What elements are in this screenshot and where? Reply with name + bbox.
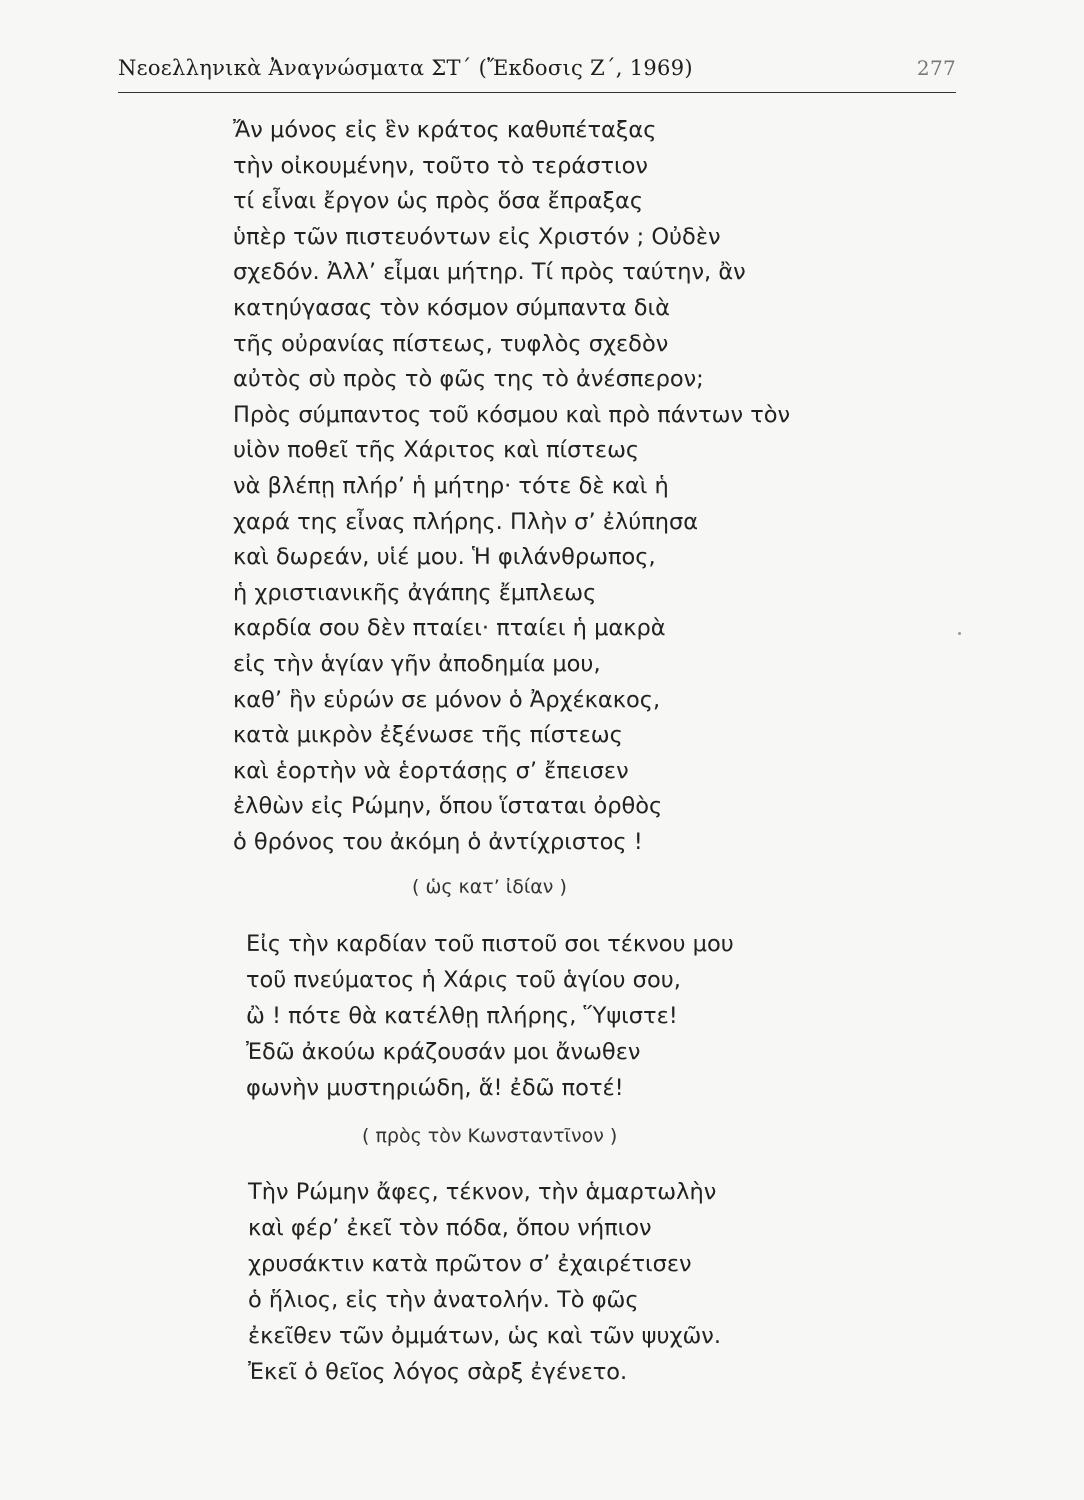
verse-line: Εἰς τὴν καρδίαν τοῦ πιστοῦ σοι τέκνου μου — [246, 931, 734, 957]
verse-line: Τὴν Ρώμην ἄφες, τέκνον, τὴν ἁμαρτωλὴν — [248, 1179, 717, 1205]
verse-line: ὑπὲρ τῶν πιστευόντων εἰς Χριστόν ; Οὐδὲν — [233, 223, 721, 250]
verse-line: ἡ χριστιανικῆς ἀγάπης ἔμπλεως — [233, 579, 597, 606]
verse-line: τὴν οἰκουμένην, τοῦτο τὸ τεράστιον — [233, 152, 648, 179]
verse-line: καὶ φέρ’ ἐκεῖ τὸν πόδα, ὅπου νήπιον — [248, 1215, 652, 1241]
verse-line: ἐκεῖθεν τῶν ὀμμάτων, ὡς καὶ τῶν ψυχῶν. — [248, 1323, 722, 1349]
verse-line: ὁ θρόνος του ἀκόμη ὁ ἀντίχριστος ! — [233, 828, 643, 855]
stage-direction-to-constantine: ( πρὸς τὸν Κωνσταντῖνον ) — [362, 1125, 618, 1147]
verse-line: καὶ ἑορτὴν νὰ ἑορτάσῃς σ’ ἔπεισεν — [233, 757, 629, 784]
paper-speck — [958, 632, 961, 635]
verse-line: κατὰ μικρὸν ἐξένωσε τῆς πίστεως — [233, 722, 623, 749]
stanza-2 — [246, 926, 734, 1106]
verse-line: υἱὸν ποθεῖ τῆς Χάριτος καὶ πίστεως — [233, 437, 640, 464]
verse-line: Ἐκεῖ ὁ θεῖος λόγος σὰρξ ἐγένετο. — [248, 1359, 628, 1385]
header-rule — [118, 92, 956, 93]
verse-line: κατηύγασας τὸν κόσμον σύμπαντα διὰ — [233, 294, 670, 321]
verse-line: σχεδόν. Ἀλλ’ εἶμαι μήτηρ. Τί πρὸς ταύτην, ἂν — [233, 259, 746, 286]
verse-line: τοῦ πνεύματος ἡ Χάρις τοῦ ἁγίου σου, — [246, 967, 681, 993]
running-title: Νεοελληνικὰ Ἀναγνώσματα ΣΤ΄ (Ἔκδοσις Ζ΄, 1969) — [118, 56, 693, 80]
verse-line: εἰς τὴν ἁγίαν γῆν ἀποδημία μου, — [233, 650, 601, 677]
verse-line: αὐτὸς σὺ πρὸς τὸ φῶς της τὸ ἀνέσπερον; — [233, 366, 704, 393]
stanza-1 — [230, 113, 930, 860]
verse-line: ὁ ἥλιος, εἰς τὴν ἀνατολήν. Τὸ φῶς — [248, 1287, 639, 1313]
page-number: 277 — [916, 56, 956, 80]
verse-line: Πρὸς σύμπαντος τοῦ κόσμου καὶ πρὸ πάντων τὸν — [233, 401, 791, 428]
verse-line: χρυσάκτιν κατὰ πρῶτον σ’ ἐχαιρέτισεν — [248, 1251, 692, 1277]
verse-line: ἐλθὼν εἰς Ρώμην, ὅπου ἵσταται ὀρθὸς — [233, 793, 663, 820]
running-head — [118, 56, 956, 92]
verse-line: χαρά της εἶνας πλήρης. Πλὴν σ’ ἐλύπησα — [233, 508, 699, 535]
stage-direction-aside: ( ὡς κατ’ ἰδίαν ) — [412, 876, 567, 898]
verse-line: τί εἶναι ἔργον ὡς πρὸς ὅσα ἔπραξας — [233, 188, 644, 215]
verse-line: καὶ δωρεάν, υἱέ μου. Ἡ φιλάνθρωπος, — [233, 544, 656, 571]
verse-line: ὢ ! πότε θὰ κατέλθῃ πλήρης, Ὕψιστε! — [246, 1003, 678, 1029]
verse-line: Ἄν μόνος εἰς ἓν κράτος καθυπέταξας — [233, 117, 657, 143]
verse-line: καρδία σου δὲν πταίει· πταίει ἡ μακρὰ — [233, 615, 666, 642]
verse-line: νὰ βλέπῃ πλήρ’ ἡ μήτηρ· τότε δὲ καὶ ἡ — [233, 472, 669, 499]
verse-line: Ἐδῶ ἀκούω κράζουσάν μοι ἄνωθεν — [246, 1039, 641, 1065]
verse-line: φωνὴν μυστηριώδη, ἅ! ἐδῶ ποτέ! — [246, 1075, 624, 1101]
verse-line: καθ’ ἣν εὑρών σε μόνον ὁ Ἀρχέκακος, — [233, 686, 661, 713]
verse-line: τῆς οὐρανίας πίστεως, τυφλὸς σχεδὸν — [233, 330, 669, 357]
stanza-3 — [248, 1174, 721, 1390]
